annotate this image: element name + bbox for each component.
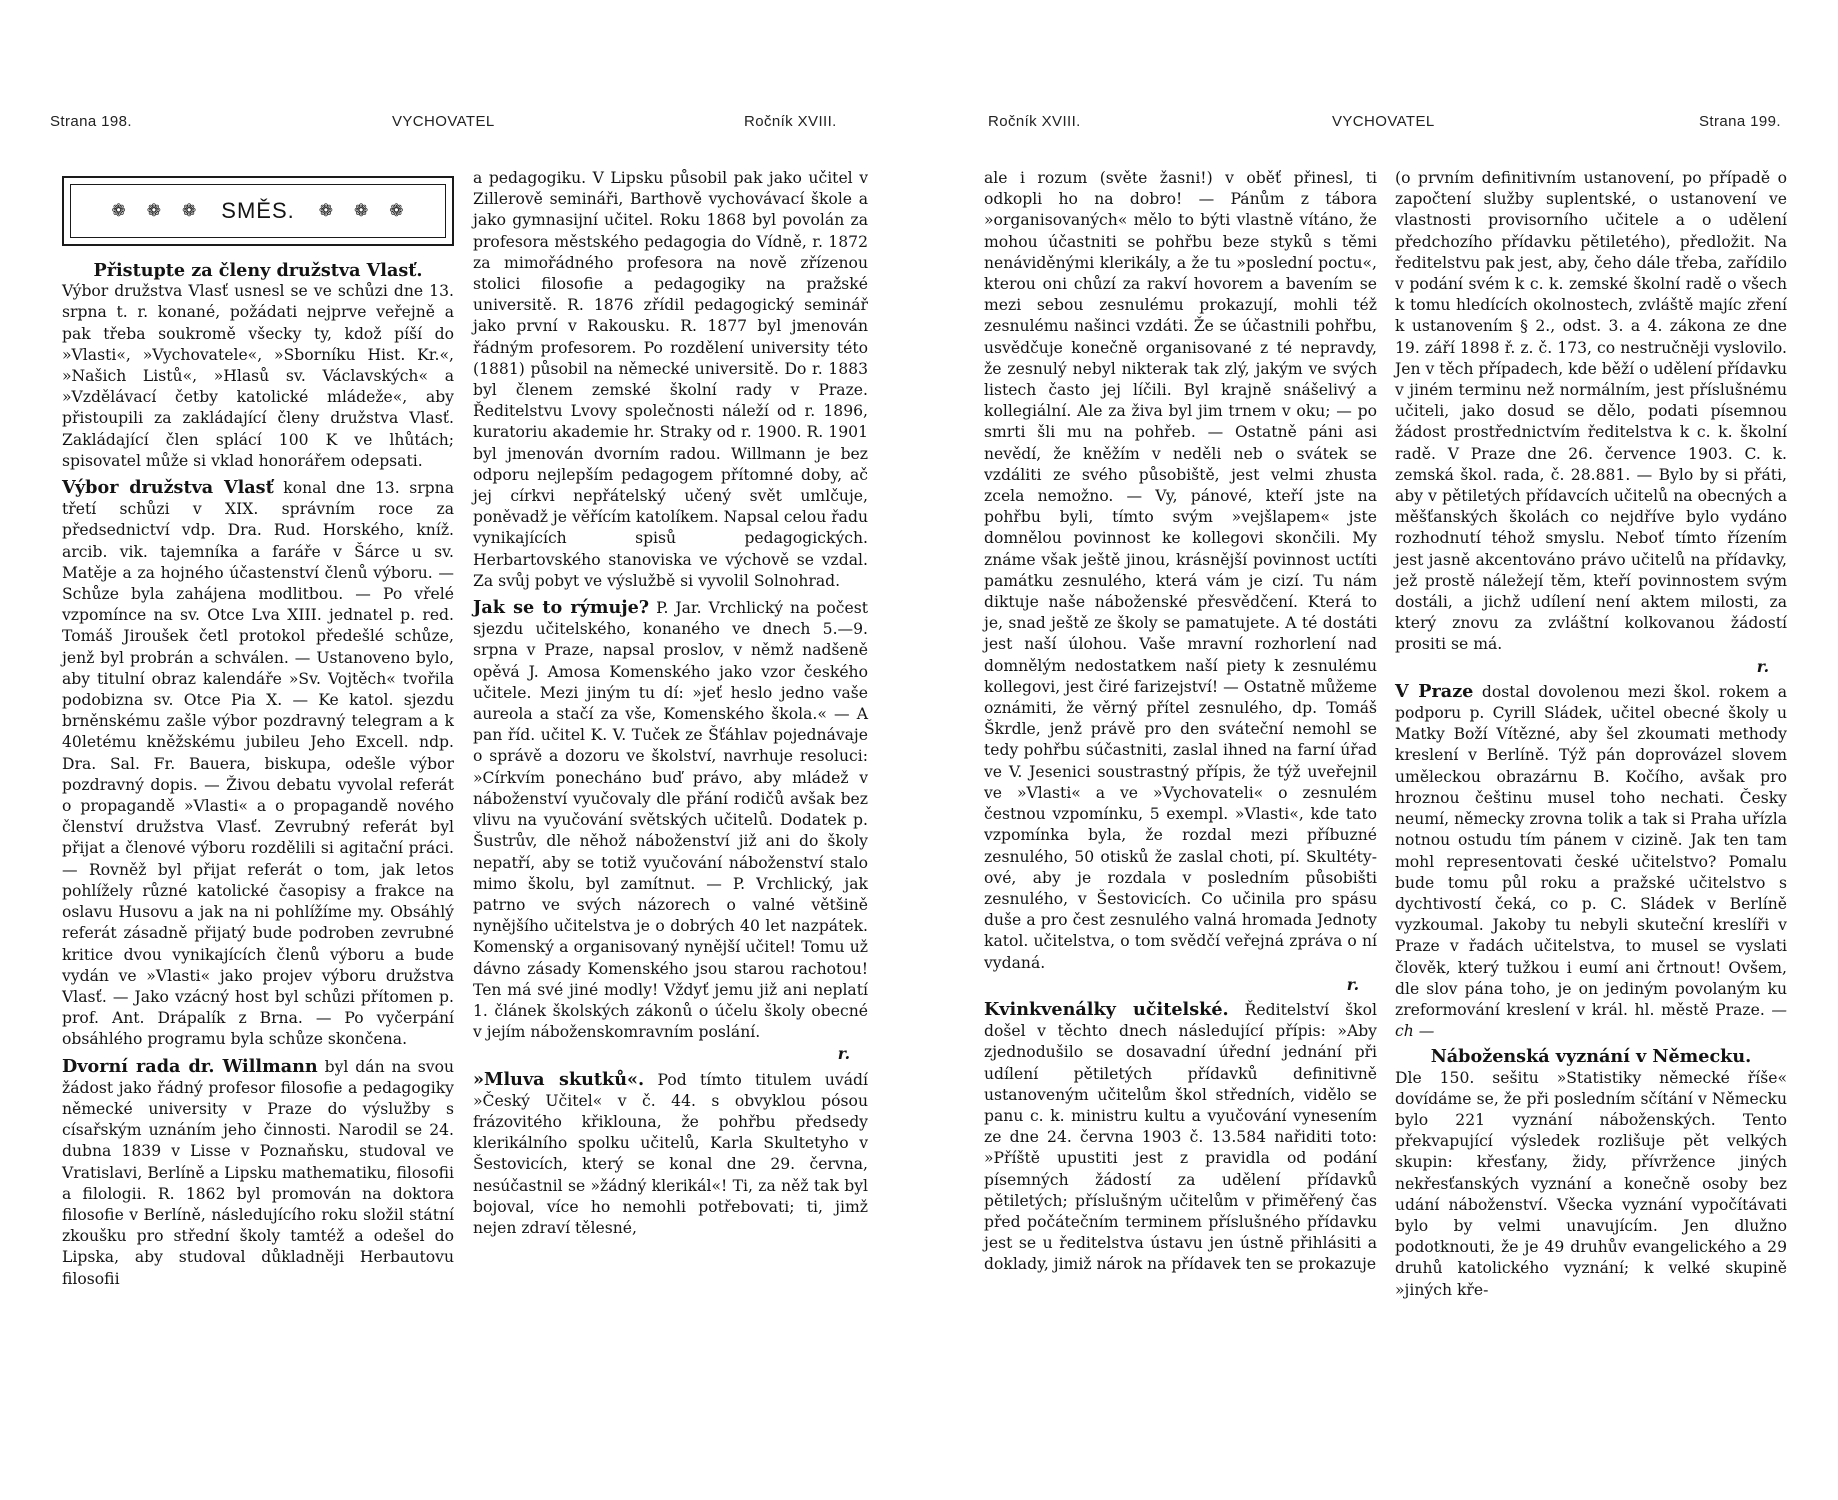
article-body: P. Jar. Vrchlický na počest sjezdu učitelského, konaného ve dnech 5.—9. srpna v Praze, napsal proslov, v němž nadšeně opěvá J. Amosa Komenského jako vzor českého učitele. Mezi jiným tu dí: »jeť heslo jedno vaše aureola a stačí za vše, Komenského škola.« — A pan říd. učitel K. V. Tuček ze Šťáhlav pojednávaje o správě a dozoru ve školství, navrhuje resoluci: »Církvím ponecháno buď právo, aby mládež v náboženství vyučovaly dle přání rodičů avšak bez vlivu na vyučování světských učitelů. Dodatek p. Šustrův, dle něhož náboženství již ani do školy nepatří, aby se totiž vyučování náboženství stalo mimo školu, byl zamítnut. — P. Vrchlický, jak patrno ve svých názorech o valné většině nynějšího učitelstva je o dobrých 40 let nazpátek. Komenský a organisovaný nynější učitel! Tomu už dávno zásady Komenského jsou starou rachotou! Ten má své jiné modly! Vždyť jemu již ani neplatí 1. článek školských zákonů o účelu školy obecné v jejím náboženskomravním poslání.	[473, 599, 868, 1042]
right-column-1	[984, 168, 1377, 1276]
ornament-icon: ❁	[111, 201, 127, 221]
left-column-1	[62, 176, 454, 1290]
ornament-icon: ❁	[182, 201, 198, 221]
left-column-2	[473, 168, 868, 1239]
article-heading: V Praze	[1395, 680, 1474, 702]
article-body: ale i rozum (světe žasni!) v oběť přinesl, ti odkopli ho na dobro! — Pánům z tábora »organisovaných« mělo to býti vlastně vítáno, že mohou účastniti se pohřbu beze styků s těmi nenáviděnými klerikály, a že tu »poslední poctu«, kterou oni chůzí za rakví hovorem a bavením se mezi sebou zesnulému prokazují, mohli též zesnulému našinci vzdáti. Že se účastnili pohřbu, usvědčuje konečně organisované z té nepravdy, že zesnulý nebyl nikterak tak zlý, jakým ve svých listech často jej líčili. Byl krajně snášelivý a kollegiální. Ale za živa byl jim trnem v oku; — po smrti šli mu na pohřeb. — Ostatně páni asi nevědí, že kněžím v neděli neb o svátek se vzdáliti ze svého působiště, jest velmi zhusta zcela nemožno. — Vy, pánové, kteří jste na pohřbu byli, tímto svým »vejšlapem« jste domnělou povinnost ke kollegovi skončili. My známe však ještě jinou, krásnější povinnost uctíti památku zesnulého, která vám je cizí. Tu nám diktuje naše náboženské přesvědčení. Která to je, snad ještě ze školy se pamatujete. A té dostáti jest naší úlohou. Vaše mravní rozhorlení nad domnělým nedostatkem naší piety k zesnulému kollegovi, jest čiré farizejství! — Ostatně můžeme oznámiti, že věrný přítel zesnulého, dp. Tomáš Škrdle, jenž právě pro den sváteční nemohl se tedy pohřbu súčastniti, zaslal ihned na farní úřad ve V. Jesenici soustrastný přípis, že týž uveřejnil ve »Vlasti« a ve »Vychovateli« o zesnulém čestnou vzpomínku, 5 exempl. »Vlasti«, kde tato vzpomínka byla, že rozdal mezi příbuzné zesnulého, 50 otisků že zaslal choti, pí. Skultéty-ové, aby je rozdala v posledním působišti zesnulého, v Šestovicích. Co učinila pro spásu duše a pro čest zesnulého valná hromada Jednoty katol. učitelstva, o tom svědčí veřejná zpráva o ní vydaná.	[984, 169, 1377, 972]
ornament-icon: ❁	[318, 201, 334, 221]
article-signature: r.	[837, 1044, 850, 1064]
article-paragraph	[473, 597, 868, 1043]
ornament-icon: ❁	[146, 201, 163, 221]
article-body: Ředitelství škol došel v těchto dnech následující přípis: »Aby zjednodušilo se dosavadní úřední jednání při udílení pětiletých přídavků definitivně ustanoveným učitelům škol středních, vidělo se panu c. k. ministru kultu a vyučování vynesením ze dne 24. června 1903 č. 13.584 nařiditi toto: »Příště upustiti jest z pravidla od podání písemných žádostí za udělení přídavků pětiletých; příslušným učitelům v přiměřený čas před počátečním terminem příslušného přídavku jest se u ředitelstva ústavu jen ústně přihlásiti a doklady, jimiž nárok na přídavek ten se prokazuje	[984, 1000, 1377, 1274]
article-signature: r.	[1756, 656, 1769, 676]
volume-label: Ročník XVIII.	[744, 113, 837, 130]
article-paragraph	[62, 477, 454, 1050]
article-paragraph	[1395, 681, 1787, 1042]
article-body: Dle 150. sešitu »Statistiky německé říše« dovídáme se, že při posledním sčítání v Německu bylo 221 vyznání náboženských. Tento překvapující výsledek rozlišuje pět velkých skupin: křesťany, židy, přívržence jiných nekřesťanských vyznání a konečně osoby bez udání náboženství. Všecka vyznání vypočítávati bylo by velmi unavujícím. Jen dlužno podotknouti, že je 49 druhův evangelického a 29 druhů katolického vyznání; k velké skupině »jiných kře-	[1395, 1068, 1787, 1299]
running-title: VYCHOVATEL	[392, 113, 495, 130]
article-body: Pod tímto titulem uvádí »Český Učitel« v č. 44. s obvyklou pósou frázovitého křiklouna, že pohřbu předsedy klerikálního spolku učitelů, Karla Skultetyho v Šestovicích, který se konal dne 29. června, nesúčastnil se »žádný klerikál«! Ti, za něž tak byl bojoval, více ho nemohli potřebovati; ti, jimž nejen zdraví tělesné,	[473, 1070, 869, 1237]
article-heading: Dvorní rada dr. Willmann	[62, 1055, 318, 1077]
article-body: Výbor družstva Vlasť usnesl se ve schůzi dne 13. srpna t. r. konané, požádati nejprve veřejně a pak třeba soukromě všecky ty, kdož píší do »Vlasti«, »Vychovatele«, »Sborníku Hist. Kr.«, »Našich Listů«, »Hlasů sv. Václavských« a »Vzdělávací četby katolické mládeže«, aby přistoupili za zakládající členy družstva Vlasť. Zakládající člen splácí 100 K ve lhůtách; spisovatel může si vklad honorářem odepsati.	[62, 282, 454, 470]
ornament-icon: ❁	[389, 201, 405, 221]
article-body: (o prvním definitivním ustanovení, po případě o započtení služby suplentské, o ustanovení ve vlastnosti provisorního učitele a o udělení předchozího přídavku pětiletého), předložit. Na ředitelstvu pak jest, aby, čeho dále třeba, zařídilo v podání svém k c. k. zemské školní radě o všech k tomu hledících okolnostech, zvláště majíc zření k ustanovením § 2., odst. 3. a 4. zákona ze dne 19. září 1898 ř. z. č. 173, co nestručněji vyslovilo. Jen v těch případech, kde běží o udělení přídavku v jiném terminu než normálním, jest příslušnému učiteli, jako dosud se dělo, podati písemnou žádost prostřednictvím ředitelstva k c. k. školní radě. V Praze dne 26. července 1903. C. k. zemská škol. rada, č. 28.881. — Bylo by si přáti, aby v pětiletých přídavcích učitelů na obecných a měšťanských školách co nejdříve bylo vydáno rozhodnutí téhož smyslu. Neboť tímto řízením jest jasně akcentováno právo učitelů na přídavky, jež prostě náležejí těm, kteří povinnostem svým dostáli, a jichž udílení není aktem milosti, za který znovu za zvláštní kolkovanou žádostí prositi se má.	[1395, 169, 1787, 654]
article-heading: Kvinkvenálky učitelské.	[984, 998, 1229, 1020]
ornament-icon: ❁	[353, 201, 370, 221]
article-body: a pedagogiku. V Lipsku působil pak jako učitel v Zillerově semináři, Barthově vychovávací škole a jako gymnasijní učitel. Roku 1868 byl povolán za profesora městského pedagogia do Vídně, r. 1872 za mimořádného profesora na nově zřízenou stolici filosofie a pedagogiky na pražské universitě. R. 1876 zřídil pedagogický seminář jako první v Rakousku. R. 1877 byl jmenován řádným profesorem. Po rozdělení university této (1881) působil na německé universitě. Do r. 1883 byl členem zemské školní rady v Praze. Ředitelstvu Lvovy společnosti náleží od r. 1896, kuratoriu akademie hr. Straky od r. 1900. R. 1901 byl jmenován dvorním radou. Willmann je bez odporu nejlepším pedagogem přítomné doby, ač jej církvi nepřátelský učený svět umlčuje, poněvadž je věřícím katolíkem. Napsal celou řadu vynikajících spisů pedagogických. Herbartovského stanoviska ve výchově se vzdal. Za svůj pobyt ve výslužbě si vyvolil Solnohrad.	[473, 169, 868, 590]
article-heading: Jak se to rýmuje?	[473, 597, 650, 619]
article-paragraph	[984, 999, 1377, 1276]
article-heading: Náboženská vyznání v Německu.	[1430, 1046, 1752, 1068]
article-paragraph	[473, 1069, 868, 1240]
right-column-2	[1395, 168, 1787, 1301]
article-signature: r.	[1346, 974, 1359, 994]
article-body: konal dne 13. srpna třetí schůzi v XIX. správním roce za předsednictví vdp. Dra. Rud. Horského, kníž. arcib. vik. tajemníka a faráře v Šárce u sv. Matěje a za hojného účastenství členů výboru. — Schůze byla zahájena modlitbou. — Po vřelé vzpomínce na sv. Otce Lva XIII. jednatel p. red. Tomáš Jiroušek četl protokol předešlé schůze, jenž byl probrán a schválen. — Ustanoveno bylo, aby titulní obraz kalendáře »Sv. Vojtěch« tvořila podobizna sv. Otce Pia X. — Ke katol. sjezdu brněnskému zašle výbor pozdravný telegram a k 40letému kněžskému jubileu Jeho Excell. ndp. Dra. Sal. Fr. Bauera, biskupa, odešle výbor pozdravný dopis. — Živou debatu vyvolal referát o propagandě »Vlasti« a o propagandě nového členství družstva Vlasť. Zevrubný referát byl přijat a členové výboru rozdělili si agitační práci. — Rovněž byl přijat referát o tom, jak letos pohlížely různé katolické časopisy a frakce na oslavu Husovu a jak na ni pohlížíme my. Obsáhlý referát zásadně přijatý bude podroben zevrubné kritice dvou vynikajících členů výboru a bude vydán ve »Vlasti« jako projev výboru družstva Vlasť. — Jako vzácný host byl schůzi přítomen p. prof. Ant. Drápalík z Brna. — Po vyčerpání obsáhlého programu byla schůze skončena.	[62, 479, 454, 1049]
volume-label: Ročník XVIII.	[988, 113, 1081, 130]
article-heading: Výbor družstva Vlasť	[62, 477, 274, 499]
right-page	[919, 0, 1838, 1500]
article-body: byl dán na svou žádost jako řádný profesor filosofie a pedagogiky německé university v Praze do výslužby s císařským uznáním jeho činnosti. Narodil se 24. dubna 1839 v Lisse v Poznaňsku, studoval ve Vratislavi, Berlíně a Lipsku mathematiku, filosofii a filologii. R. 1862 byl promován na doktora filosofie v Berlíně, následujícího roku složil státní zkoušku pro střední školy tamtéž a odešel do Lipska, aby studoval důkladněji Herbautovu filosofii	[62, 1057, 454, 1288]
article-body: dostal dovolenou mezi škol. rokem a podporu p. Cyrill Sládek, učitel obecné školy u Matky Boží Vítězné, aby šel zkoumati methody kreslení v Berlíně. Týž pán doprovázel slovem uměleckou obrazárnu B. Kočího, avšak pro hroznou češtinu musel toho nechati. Česky neumí, německy zrovna tolik a tak si Praha uřízla notnou ostudu tím pánem v cizině. Jak ten tam mohl representovati české učitelstvo? Pomalu bude tomu půl roku a pražské učitelstvo s dychtivostí čeká, co p. C. Sládek v Berlíně vyzkoumal. Jakoby tu nebyli skuteční kreslíři v Praze v řadách učitelstva, to musel se vyslati člověk, který tužkou i eumí ani črtnout! Ovšem, dle slov pána toho, je on jediným povolaným ku zreformování kreslení v král. hl. městě Praze.	[1395, 682, 1787, 1019]
article-paragraph	[62, 1056, 454, 1290]
page-number: Strana 199.	[1699, 113, 1781, 130]
article-heading: Přistupte za členy družstva Vlasť.	[93, 260, 423, 281]
section-title: SMĚS.	[221, 198, 295, 224]
running-title: VYCHOVATEL	[1332, 113, 1435, 130]
article-signature: — ch —	[1395, 1000, 1787, 1041]
section-title-box	[62, 176, 454, 246]
article-heading: »Mluva skutků«.	[473, 1068, 645, 1090]
page-number: Strana 198.	[50, 113, 132, 130]
